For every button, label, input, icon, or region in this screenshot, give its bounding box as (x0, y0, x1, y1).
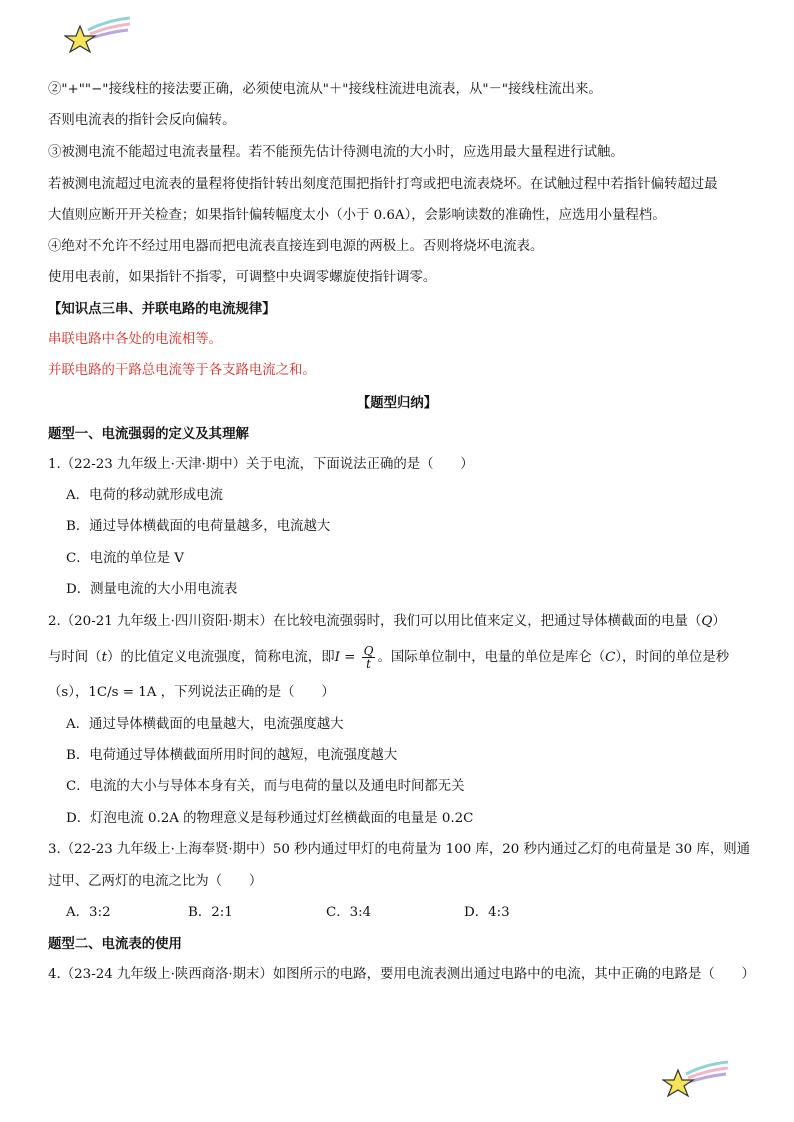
rule-parallel: 并联电路的干路总电流等于各支路电流之和。 (48, 363, 316, 378)
knowledge-point-heading: 【知识点三串、并联电路的电流规律】 (48, 301, 276, 317)
option-c: C．3:4 (326, 905, 372, 920)
question-stem (48, 612, 726, 632)
option-d: D．灯泡电流 0.2A 的物理意义是每秒通过灯丝横截面的电量是 0.2C (66, 811, 474, 826)
question-text: 。国际单位制中，电量的单位是库仑（ (377, 650, 606, 665)
equals-sign: = (339, 650, 360, 665)
question-stem-line: （s），1C/s = 1A ，下列说法正确的是（ ） (48, 685, 335, 700)
option-a: A．3:2 (66, 905, 111, 920)
options-row (66, 903, 510, 923)
shooting-star-icon (662, 1058, 732, 1102)
question-stem: 3.（22-23 九年级上·上海奉贤·期中）50 秒内通过甲灯的电荷量为 100 库，20 秒内通过乙灯的电荷量是 30 库，则通 (48, 842, 750, 857)
text-line: ③被测电流不能超过电流表量程。若不能预先估计待测电流的大小时，应选用最大量程进行试触。 (48, 145, 624, 160)
shooting-star-icon (64, 14, 134, 58)
option-c: C．电流的单位是 V (66, 551, 184, 566)
option-c: C．电流的大小与导体本身有关，而与电荷的量以及通电时间都无关 (66, 779, 465, 794)
option-a: A．通过导体横截面的电量越大，电流强度越大 (66, 717, 344, 732)
option-a: A．电荷的移动就形成电流 (66, 488, 223, 503)
var-q: Q (701, 614, 713, 629)
question-text: ），时间的单位是秒 (615, 650, 730, 665)
text-line: 若被测电流超过电流表的量程将使指针转出刻度范围把指针打弯或把电流表烧坏。在试触过程中若指针偏转超过最 (48, 177, 718, 192)
question-type-heading: 题型一、电流强弱的定义及其理解 (48, 426, 249, 442)
text-line: 否则电流表的指针会反向偏转。 (48, 113, 236, 128)
rule-series: 串联电路中各处的电流相等。 (48, 332, 223, 347)
var-c: C (605, 650, 616, 665)
question-stem: 1.（22-23 九年级上·天津·期中）关于电流，下面说法正确的是（ ） (48, 457, 474, 472)
text-line: ②"+""−"接线柱的接法要正确，必须使电流从"＋"接线柱流进电流表，从"－"接线柱流出来。 (48, 82, 602, 97)
option-d: D．测量电流的大小用电流表 (66, 582, 238, 597)
fraction-numerator: Q (363, 644, 374, 658)
question-text: ） (712, 614, 726, 629)
question-stem: 4.（23-24 九年级上·陕西商洛·期末）如图所示的电路，要用电流表测出通过电路中的电流，其中正确的电路是（ ） (48, 967, 755, 982)
fraction-denominator: t (366, 657, 371, 671)
question-stem-line: 过甲、乙两灯的电流之比为（ ） (48, 874, 263, 889)
fraction (362, 645, 376, 670)
var-i: I (334, 650, 340, 665)
question-type-heading: 题型二、电流表的使用 (48, 936, 182, 952)
question-text: 2.（20-21 九年级上·四川资阳·期末）在比较电流强弱时，我们可以用比值来定义，把通过导体横截面的电量（ (48, 614, 702, 629)
text-line: 大值则应断开开关检查；如果指针偏转幅度太小（小于 0.6A），会影响读数的准确性，应选用小量程档。 (48, 208, 666, 223)
option-d: D．4:3 (464, 905, 510, 920)
var-t: t (101, 650, 107, 665)
text-line: 使用电表前，如果指针不指零，可调整中央调零螺旋使指针调零。 (48, 270, 437, 285)
section-title: 【题型归纳】 (356, 395, 438, 411)
option-b: B．2:1 (188, 905, 233, 920)
option-b: B．电荷通过导体横截面所用时间的越短，电流强度越大 (66, 748, 398, 763)
question-stem-line (48, 644, 729, 672)
question-text: ）的比值定义电流强度，简称电流，即 (106, 650, 335, 665)
question-text: 与时间（ (48, 650, 102, 665)
text-line: ④绝对不允许不经过用电器而把电流表直接连到电源的两极上。否则将烧坏电流表。 (48, 239, 544, 254)
option-b: B．通过导体横截面的电荷量越多，电流越大 (66, 519, 331, 534)
